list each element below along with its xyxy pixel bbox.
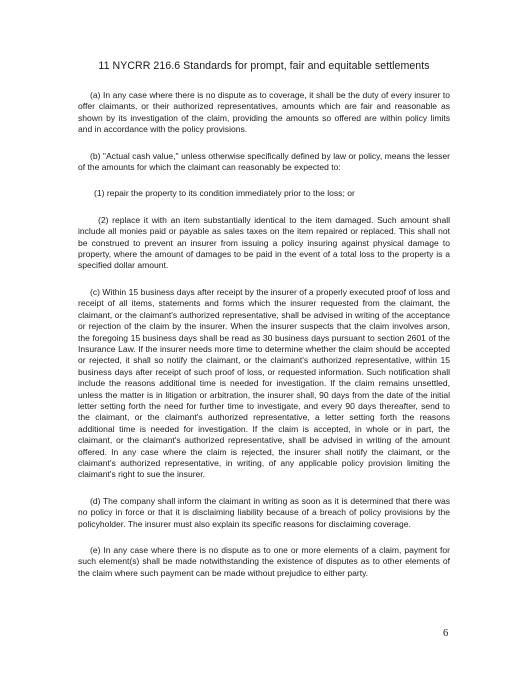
paragraph-d: (d) The company shall inform the claimant in writing as soon as it is determined that there was no policy in force or that it is disclaiming liability because of a breach of policy provisions by the policyholder. The insurer must also explain its specific reasons for disclaiming coverage. — [78, 495, 450, 529]
paragraph-a: (a) In any case where there is no dispute as to coverage, it shall be the duty of every insurer to offer claimants, or their authorized representatives, amounts which are fair and reasonable as shown by its investigation of the claim, providing the amounts so offered are within policy limits and in accordance with the policy provisions. — [78, 90, 450, 135]
paragraph-b: (b) "Actual cash value," unless otherwise specifically defined by law or policy, means the lesser of the amounts for which the claimant can reasonably be expected to: — [78, 150, 450, 173]
document-page — [78, 60, 450, 594]
paragraph-e: (e) In any case where there is no dispute as to one or more elements of a claim, payment for such element(s) shall be made notwithstanding the existence of disputes as to other elements of the claim where such payment can be made without prejudice to either party. — [78, 545, 450, 578]
paragraph-b2: (2) replace it with an item substantially identical to the item damaged. Such amount shall include all monies paid or payable as sales taxes on the item repaired or replaced. This shall not be construed to prevent an insurer from issuing a policy insuring against physical damage to property, where the amount of damages to be paid in the event of a total loss to the property is a specified dollar amount. — [78, 214, 450, 271]
document-title: 11 NYCRR 216.6 Standards for prompt, fair and equitable settlements — [98, 60, 430, 72]
paragraph-b1: (1) repair the property to its condition immediately prior to the loss; or — [94, 188, 355, 199]
paragraph-c: (c) Within 15 business days after receipt by the insurer of a properly executed proof of loss and receipt of all items, statements and forms which the insurer requested from the claimant, the claimant, or the claimant's authorized representative, shall be advised in writing of the acceptance or rejection of the claim by the insurer. When the insurer suspects that the claim involves arson, the foregoing 15 business days shall be read as 30 business days pursuant to section 2601 of the Insurance Law. If the insurer needs more time to determine whether the claim should be accepted or rejected, it shall so notify the claimant, or the claimant's authorized representative, within 15 business days after receipt of such proof of loss, or requested information. Such notification shall include the reasons additional time is needed for investigation. If the claim remains unsettled, unless the matter is in litigation or arbitration, the insurer shall, 90 days from the date of the initial letter setting forth the need for further time to investigate, and every 90 days thereafter, send to the claimant, or the claimant's authorized representative, a letter setting forth the reasons additional time is needed for investigation. If the claim is accepted, in whole or in part, the claimant, or the claimant's authorized representative, shall be advised in writing of the amount offered. In any case where the claim is rejected, the insurer shall notify the claimant, or the claimant's authorized representative, in writing, of any applicable policy provision limiting the claimant's right to sue the insurer. — [78, 286, 450, 480]
page-number: 6 — [443, 628, 449, 639]
